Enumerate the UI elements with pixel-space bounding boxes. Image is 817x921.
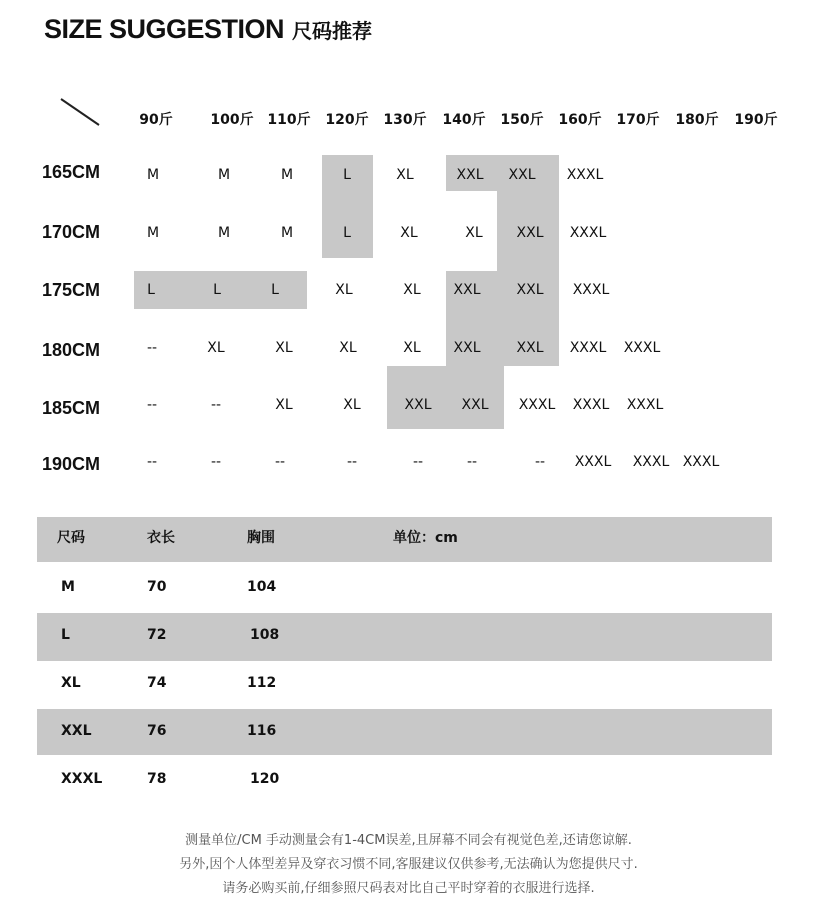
row-length: 74 xyxy=(147,675,167,691)
row-chest: 104 xyxy=(247,579,277,595)
size-cell: XL xyxy=(403,340,421,356)
size-cell: -- xyxy=(146,454,158,470)
note-line-1: 测量单位/CM 手动测量会有1-4CM误差,且屏幕不同会有视觉色差,还请您谅解. xyxy=(185,833,632,848)
height-label: 185CM xyxy=(42,398,101,418)
size-cell: -- xyxy=(274,454,286,470)
header-unit: 单位：cm xyxy=(393,530,458,546)
weight-header: 90斤 xyxy=(139,112,173,128)
size-cell: -- xyxy=(466,454,478,470)
size-cell: XL xyxy=(400,225,418,241)
row-length: 72 xyxy=(147,627,167,643)
size-cell: -- xyxy=(210,397,222,413)
size-cell: XL xyxy=(465,225,483,241)
size-cell: M xyxy=(280,167,294,183)
size-cell: M xyxy=(217,167,231,183)
size-cell: L xyxy=(271,282,279,298)
row-length: 76 xyxy=(147,723,167,739)
size-cell: XXXL xyxy=(623,340,661,356)
size-cell: XXL xyxy=(461,397,489,413)
weight-header: 120斤 xyxy=(325,112,369,128)
size-cell: XXL xyxy=(404,397,432,413)
note-line-2: 另外,因个人体型差异及穿衣习惯不同,客服建议仅供参考,无法确认为您提供尺寸. xyxy=(179,857,638,872)
header-size: 尺码 xyxy=(57,530,85,546)
weight-header: 180斤 xyxy=(675,112,719,128)
size-cell: -- xyxy=(146,397,158,413)
size-cell: XXXL xyxy=(572,397,610,413)
size-cell: XXXL xyxy=(566,167,604,183)
size-cell: XXXL xyxy=(632,454,670,470)
height-label: 180CM xyxy=(42,340,101,360)
size-cell: -- xyxy=(210,454,222,470)
size-cell: L xyxy=(147,282,155,298)
height-label: 175CM xyxy=(42,280,101,300)
size-cell: M xyxy=(217,225,231,241)
size-cell: M xyxy=(146,167,160,183)
row-size: L xyxy=(61,627,70,643)
size-cell: XL xyxy=(343,397,361,413)
title-chinese: 尺码推荐 xyxy=(292,19,373,43)
weight-header: 100斤 xyxy=(210,112,254,128)
row-chest: 112 xyxy=(247,675,277,691)
highlight-block xyxy=(497,155,559,366)
size-cell: XL xyxy=(339,340,357,356)
note-line-3: 请务必购买前,仔细参照尺码表对比自己平时穿着的衣服进行选择. xyxy=(222,881,595,896)
header-length: 衣长 xyxy=(147,530,175,546)
weight-header: 170斤 xyxy=(616,112,660,128)
size-cell: XL xyxy=(207,340,225,356)
height-label: 170CM xyxy=(42,222,101,242)
size-cell: XL xyxy=(396,167,414,183)
page-title xyxy=(44,14,372,45)
row-size: M xyxy=(61,579,75,595)
row-length: 70 xyxy=(147,579,167,595)
size-cell: XXXL xyxy=(574,454,612,470)
size-cell: -- xyxy=(346,454,358,470)
size-cell: XXXL xyxy=(569,340,607,356)
header-chest: 胸围 xyxy=(247,530,275,546)
weight-header: 110斤 xyxy=(267,112,311,128)
size-cell: XXL xyxy=(508,167,536,183)
weight-header: 160斤 xyxy=(558,112,602,128)
size-cell: XXL xyxy=(516,340,544,356)
size-cell: L xyxy=(343,225,351,241)
size-cell: XXXL xyxy=(518,397,556,413)
size-cell: L xyxy=(213,282,221,298)
size-cell: -- xyxy=(534,454,546,470)
size-cell: XL xyxy=(403,282,421,298)
row-chest: 120 xyxy=(250,771,280,787)
size-cell: XXXL xyxy=(572,282,610,298)
size-cell: XXL xyxy=(453,282,481,298)
size-cell: M xyxy=(146,225,160,241)
size-cell: XXXL xyxy=(626,397,664,413)
title-english: SIZE SUGGESTION xyxy=(44,14,285,44)
size-cell: XXL xyxy=(453,340,481,356)
row-length: 78 xyxy=(147,771,167,787)
size-cell: XXXL xyxy=(682,454,720,470)
row-size: XL xyxy=(61,675,81,691)
row-chest: 108 xyxy=(250,627,280,643)
row-size: XXL xyxy=(61,723,92,739)
size-cell: XXL xyxy=(456,167,484,183)
size-cell: XXL xyxy=(516,225,544,241)
height-label: 165CM xyxy=(42,162,101,182)
corner-diagonal-line xyxy=(60,98,100,126)
size-cell: XXL xyxy=(516,282,544,298)
size-cell: XXXL xyxy=(569,225,607,241)
weight-header: 140斤 xyxy=(442,112,486,128)
row-chest: 116 xyxy=(247,723,277,739)
weight-header: 150斤 xyxy=(500,112,544,128)
weight-header: 130斤 xyxy=(383,112,427,128)
size-cell: -- xyxy=(146,340,158,356)
size-cell: -- xyxy=(412,454,424,470)
size-cell: M xyxy=(280,225,294,241)
size-cell: L xyxy=(343,167,351,183)
height-label: 190CM xyxy=(42,454,101,474)
weight-header: 190斤 xyxy=(734,112,778,128)
size-cell: XL xyxy=(275,340,293,356)
row-size: XXXL xyxy=(61,771,103,787)
size-cell: XL xyxy=(275,397,293,413)
size-cell: XL xyxy=(335,282,353,298)
